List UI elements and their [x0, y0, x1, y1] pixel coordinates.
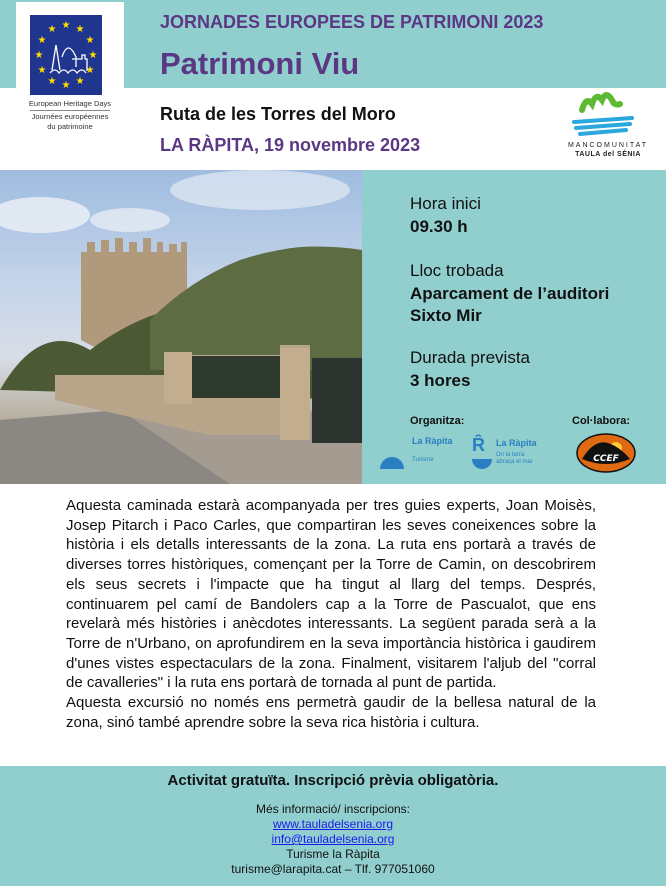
- start-time-label: Hora inici: [410, 194, 481, 213]
- taula-del-senia-logo-icon: [570, 88, 646, 142]
- org-logo-2-sub: On la terra: [496, 452, 525, 458]
- svg-text:★: ★: [61, 80, 71, 91]
- place-date: LA RÀPITA, 19 novembre 2023: [160, 135, 421, 155]
- svg-text:★: ★: [75, 24, 85, 35]
- org-logo-1-name: La Ràpita: [412, 436, 453, 446]
- meeting-point-value-2: Sixto Mir: [410, 306, 482, 325]
- org-logo-1-sub: Turisme: [412, 457, 434, 463]
- org-logo-2-sub-2: abraça el mar: [496, 459, 533, 465]
- meeting-point-label: Lloc trobada: [410, 261, 504, 280]
- la-rapita-city-logo: [472, 435, 562, 475]
- description: [66, 496, 596, 732]
- svg-text:★: ★: [47, 24, 57, 35]
- svg-text:★: ★: [85, 35, 95, 46]
- tower-photo: [0, 170, 362, 484]
- event-kicker: JORNADES EUROPEES DE PATRIMONI 2023: [160, 12, 544, 32]
- taula-del-senia-logo: [567, 88, 649, 168]
- duration-value: 3 hores: [410, 371, 471, 390]
- duration-label: Durada prevista: [410, 348, 531, 367]
- svg-text:★: ★: [75, 76, 85, 87]
- ccef-logo-icon: [576, 433, 636, 473]
- org-logo-2-name: La Ràpita: [496, 438, 537, 448]
- la-rapita-turisme-logo: [378, 435, 458, 473]
- start-time-value: 09.30 h: [410, 217, 468, 236]
- svg-text:★: ★: [47, 76, 57, 87]
- page-title: Patrimoni Viu: [160, 46, 360, 81]
- la-rapita-turisme-logo-icon: [378, 441, 406, 471]
- more-info-label: Més informació/ inscripcions:: [255, 802, 411, 816]
- tourism-office: Turisme la Ràpita: [286, 847, 380, 861]
- european-heritage-days-logo: [16, 2, 124, 138]
- svg-text:★: ★: [34, 50, 44, 61]
- description-paragraph-1: Aquesta caminada estarà acompanyada per tres guies experts, Joan Moisès, Josep Pitarch i Paco Carles, que compartiran les seves coneixences sobre la història i els detalls interessants de la zona. La ruta ens portarà a través de diverses torres històriques, començant per la Torre de Camin, on descobrirem els seus secrets i l'impacte que ha tingut al llarg del temps. Després, continuarem pel camí de Bandolers cap a la Torre de Pascualot, que ens revelarà més històries i anècdotes interessants. La següent parada serà a la Torre de n'Urbano, on aprofundirem en la seva importància històrica i gaudirem d'unes vistes espectaculars de la zona. Finalment, visitarem l'aljub del "corral de cavalleries" i la ruta ens portarà de tornada al punt de partida.: [66, 497, 596, 692]
- registration-notice: Activitat gratuïta. Inscripció prèvia obligatòria.: [167, 772, 499, 789]
- eu-logo-caption-fr: Journées européennes: [31, 112, 109, 121]
- svg-text:★: ★: [37, 35, 47, 46]
- svg-text:CCEF: CCEF: [593, 454, 619, 464]
- event-info-panel: [362, 170, 666, 484]
- svg-text:★: ★: [85, 65, 95, 76]
- website-link[interactable]: www.tauladelsenia.org: [272, 817, 394, 831]
- meeting-point-value: Aparcament de l’auditori: [410, 284, 610, 303]
- footer: [0, 766, 666, 886]
- r-accent-icon: Ȓ: [472, 435, 485, 455]
- svg-text:★: ★: [61, 20, 71, 31]
- svg-text:★: ★: [88, 50, 98, 61]
- email-link[interactable]: info@tauladelsenia.org: [271, 832, 395, 846]
- bowl-icon: [472, 459, 492, 469]
- tourism-contact: turisme@larapita.cat – Tlf. 977051060: [231, 862, 435, 876]
- ccef-logo: [576, 433, 636, 473]
- collaborates-label: Col·labora:: [572, 415, 631, 427]
- svg-text:★: ★: [37, 65, 47, 76]
- eu-stars-flag-icon: [30, 15, 102, 95]
- logo-line-2: TAULA del SÉNIA: [575, 151, 641, 158]
- eu-logo-caption-en: European Heritage Days: [28, 99, 112, 108]
- route-name: Ruta de les Torres del Moro: [160, 104, 396, 124]
- logo-line-1: MANCOMUNITAT: [567, 142, 649, 149]
- organizes-label: Organitza:: [410, 415, 465, 427]
- description-paragraph-2: Aquesta excursió no només ens permetrà gaudir de la bellesa natural de la zona, sinó també aprendre sobre la seva rica història i cultura.: [66, 694, 596, 731]
- eu-logo-caption-fr-2: du patrimoine: [47, 122, 93, 131]
